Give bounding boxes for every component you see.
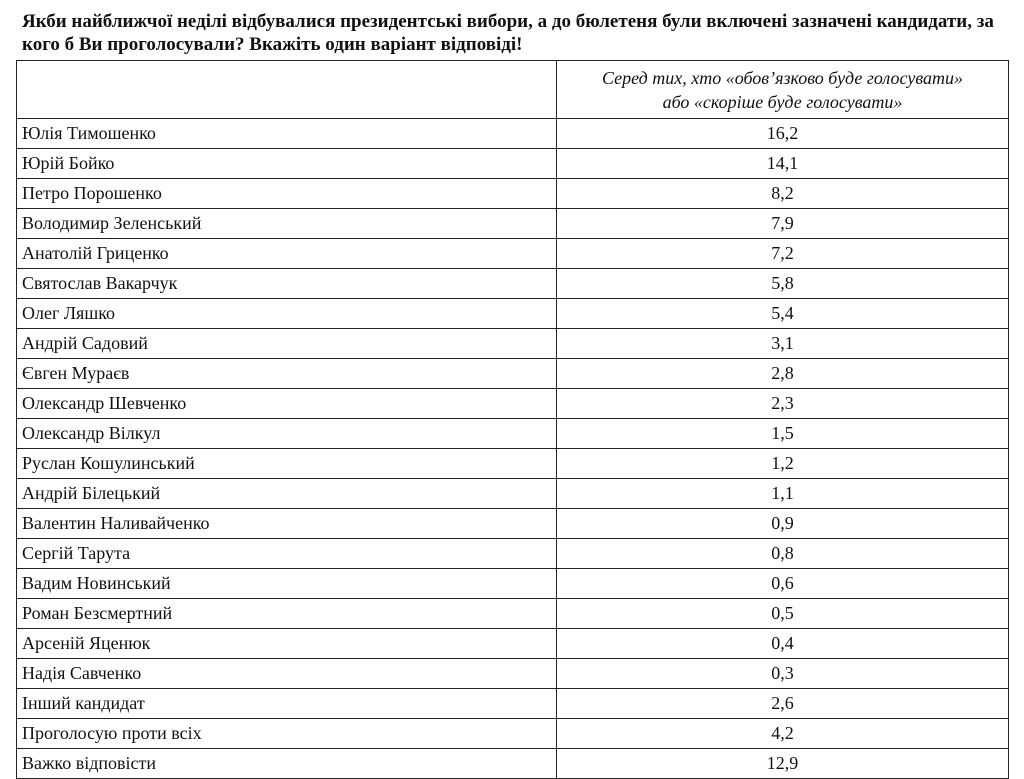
candidate-percent: 16,2 bbox=[557, 119, 1009, 149]
candidate-name: Олег Ляшко bbox=[17, 299, 557, 329]
candidate-name: Володимир Зеленський bbox=[17, 209, 557, 239]
header-name-cell bbox=[17, 61, 557, 119]
candidate-percent: 2,8 bbox=[557, 359, 1009, 389]
table-row bbox=[17, 329, 1009, 359]
candidate-name: Проголосую проти всіх bbox=[17, 719, 557, 749]
candidate-name: Сергій Тарута bbox=[17, 539, 557, 569]
candidate-name: Олександр Вілкул bbox=[17, 419, 557, 449]
candidate-percent: 14,1 bbox=[557, 149, 1009, 179]
candidate-name: Анатолій Гриценко bbox=[17, 239, 557, 269]
table-row bbox=[17, 689, 1009, 719]
candidate-percent: 2,6 bbox=[557, 689, 1009, 719]
candidate-name: Андрій Садовий bbox=[17, 329, 557, 359]
candidate-name: Інший кандидат bbox=[17, 689, 557, 719]
candidate-percent: 7,9 bbox=[557, 209, 1009, 239]
table-row bbox=[17, 509, 1009, 539]
table-row bbox=[17, 119, 1009, 149]
candidate-name: Петро Порошенко bbox=[17, 179, 557, 209]
table-row bbox=[17, 359, 1009, 389]
candidate-name: Олександр Шевченко bbox=[17, 389, 557, 419]
candidate-name: Святослав Вакарчук bbox=[17, 269, 557, 299]
candidate-name: Юрій Бойко bbox=[17, 149, 557, 179]
table-row bbox=[17, 209, 1009, 239]
table-row bbox=[17, 569, 1009, 599]
table-row bbox=[17, 479, 1009, 509]
candidate-percent: 0,4 bbox=[557, 629, 1009, 659]
table-row bbox=[17, 449, 1009, 479]
results-table bbox=[16, 60, 1009, 779]
candidate-name: Юлія Тимошенко bbox=[17, 119, 557, 149]
candidate-name: Роман Безсмертний bbox=[17, 599, 557, 629]
table-header-row bbox=[17, 61, 1009, 119]
table-row bbox=[17, 179, 1009, 209]
table-row bbox=[17, 719, 1009, 749]
table-row bbox=[17, 389, 1009, 419]
candidate-percent: 4,2 bbox=[557, 719, 1009, 749]
header-value-line-1: Серед тих, хто «обов’язково буде голосувати» bbox=[601, 67, 964, 88]
candidate-name: Важко відповісти bbox=[17, 749, 557, 779]
header-value-line-2: або «скоріше буде голосувати» bbox=[662, 91, 903, 112]
table-row bbox=[17, 239, 1009, 269]
candidate-percent: 2,3 bbox=[557, 389, 1009, 419]
candidate-name: Надія Савченко bbox=[17, 659, 557, 689]
table-row bbox=[17, 149, 1009, 179]
table-row bbox=[17, 659, 1009, 689]
survey-question: Якби найближчої неділі відбувалися президентські вибори, а до бюлетеня були включені зазначені кандидати, за кого б Ви проголосували? Вкажіть один варіант відповіді! bbox=[22, 11, 994, 55]
candidate-percent: 5,4 bbox=[557, 299, 1009, 329]
candidate-name: Руслан Кошулинський bbox=[17, 449, 557, 479]
candidate-name: Арсеній Яценюк bbox=[17, 629, 557, 659]
table-row bbox=[17, 419, 1009, 449]
candidate-percent: 12,9 bbox=[557, 749, 1009, 779]
candidate-name: Вадим Новинський bbox=[17, 569, 557, 599]
candidate-percent: 1,1 bbox=[557, 479, 1009, 509]
table-row bbox=[17, 299, 1009, 329]
table-row bbox=[17, 629, 1009, 659]
candidate-percent: 8,2 bbox=[557, 179, 1009, 209]
candidate-name: Андрій Білецький bbox=[17, 479, 557, 509]
candidate-percent: 0,5 bbox=[557, 599, 1009, 629]
candidate-percent: 0,3 bbox=[557, 659, 1009, 689]
candidate-name: Євген Мураєв bbox=[17, 359, 557, 389]
table-row bbox=[17, 749, 1009, 779]
candidate-percent: 5,8 bbox=[557, 269, 1009, 299]
candidate-percent: 0,8 bbox=[557, 539, 1009, 569]
table-row bbox=[17, 599, 1009, 629]
candidate-percent: 1,5 bbox=[557, 419, 1009, 449]
candidate-percent: 0,6 bbox=[557, 569, 1009, 599]
header-value-cell bbox=[557, 61, 1009, 119]
table-row bbox=[17, 269, 1009, 299]
candidate-percent: 0,9 bbox=[557, 509, 1009, 539]
table-row bbox=[17, 539, 1009, 569]
candidate-percent: 7,2 bbox=[557, 239, 1009, 269]
candidate-percent: 1,2 bbox=[557, 449, 1009, 479]
candidate-percent: 3,1 bbox=[557, 329, 1009, 359]
candidate-name: Валентин Наливайченко bbox=[17, 509, 557, 539]
